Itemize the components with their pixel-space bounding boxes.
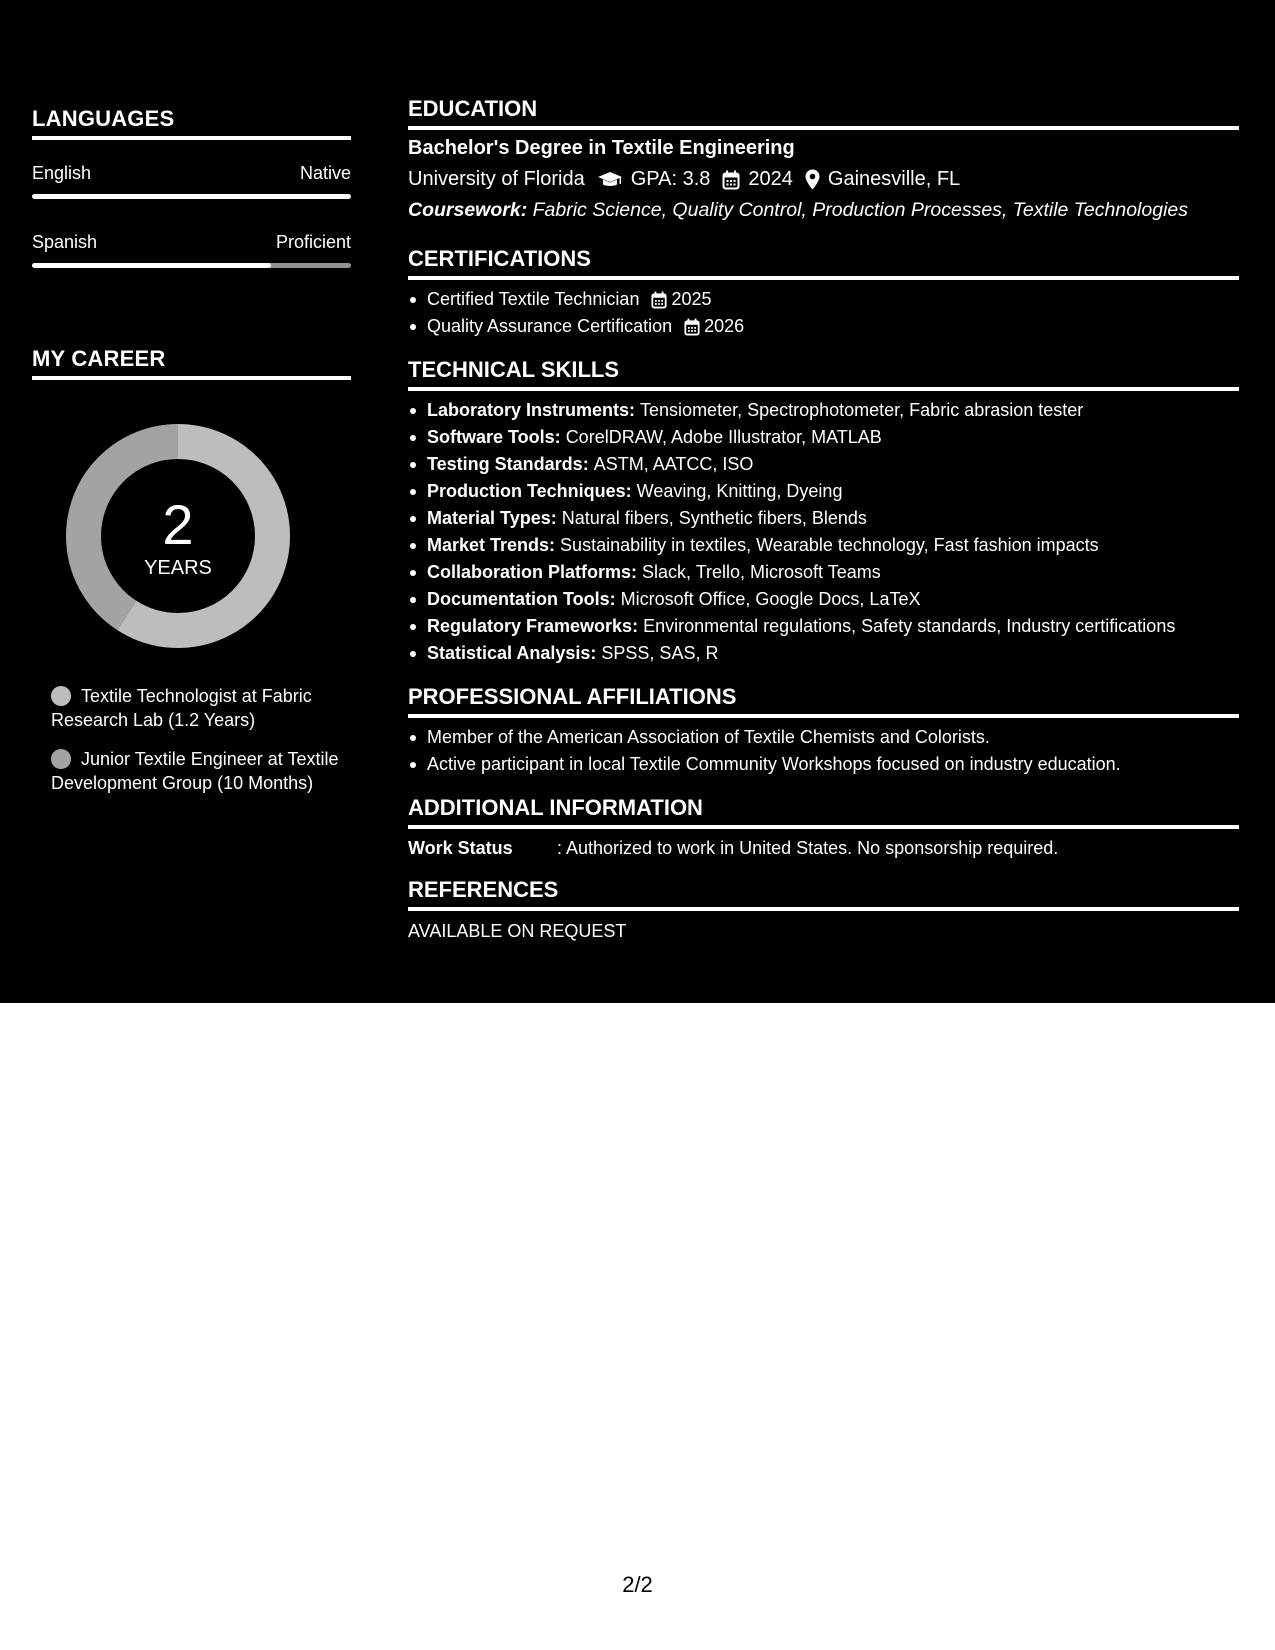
career-legend-dot (51, 686, 71, 706)
language-bar-spanish (32, 263, 351, 268)
language-bar-english (32, 194, 351, 199)
calendar-icon (684, 318, 700, 336)
language-bar-fill (32, 194, 351, 199)
additional-info-rule (408, 825, 1239, 829)
language-level: Proficient (275, 232, 351, 252)
affiliations-heading: PROFESSIONAL AFFILIATIONS (408, 684, 737, 709)
school-name: University of Florida (408, 168, 585, 190)
education-meta (408, 168, 960, 191)
calendar-icon (722, 170, 740, 190)
school-location: Gainesville, FL (827, 168, 961, 190)
languages-heading: LANGUAGES (32, 106, 175, 131)
skill-value: Environmental regulations, Safety standards, Industry certifications (643, 616, 1176, 636)
work-status-value: : Authorized to work in United States. No sponsorship required. (557, 838, 1059, 858)
skill-item (427, 424, 1175, 451)
skill-item (427, 451, 1175, 478)
skill-value: Weaving, Knitting, Dyeing (636, 481, 843, 501)
gpa: GPA: 3.8 (630, 168, 711, 190)
graduation-year: 2024 (748, 168, 793, 190)
career-item (51, 684, 351, 732)
skill-value: CorelDRAW, Adobe Illustrator, MATLAB (565, 427, 882, 447)
skill-label: Statistical Analysis: (427, 643, 597, 663)
languages-rule (32, 136, 351, 140)
skill-label: Material Types: (427, 508, 557, 528)
career-years-unit: YEARS (144, 557, 212, 579)
certification-item (427, 286, 744, 313)
skill-value: Microsoft Office, Google Docs, LaTeX (620, 589, 921, 609)
career-heading: MY CAREER (32, 346, 166, 371)
affiliation-item: Active participant in local Textile Community Workshops focused on industry education. (427, 751, 1121, 778)
skill-value: Tensiometer, Spectrophotometer, Fabric abrasion tester (640, 400, 1084, 420)
education-rule (408, 126, 1239, 130)
skill-item (427, 532, 1175, 559)
skill-item (427, 586, 1175, 613)
education-heading: EDUCATION (408, 96, 538, 121)
skill-label: Documentation Tools: (427, 589, 616, 609)
skill-label: Laboratory Instruments: (427, 400, 636, 420)
career-item (51, 747, 351, 795)
language-name: English (32, 163, 92, 183)
career-item-text: Textile Technologist at Fabric Research Lab (1.2 Years) (51, 686, 312, 730)
career-legend-dot (51, 749, 71, 769)
skill-value: Natural fibers, Synthetic fibers, Blends (561, 508, 867, 528)
map-pin-icon (805, 169, 820, 190)
language-bar-fill (32, 263, 271, 268)
certification-name: Quality Assurance Certification (427, 316, 673, 336)
certification-name: Certified Textile Technician (427, 289, 640, 309)
skill-item (427, 397, 1175, 424)
certifications-list (427, 286, 744, 340)
skill-item (427, 640, 1175, 667)
career-rule (32, 376, 351, 380)
certification-year: 2025 (671, 289, 712, 309)
technical-skills-rule (408, 387, 1239, 391)
work-status-row (408, 838, 1058, 859)
technical-skills-heading: TECHNICAL SKILLS (408, 357, 620, 382)
skill-label: Collaboration Platforms: (427, 562, 638, 582)
affiliations-rule (408, 714, 1239, 718)
certification-item (427, 313, 744, 340)
skill-label: Market Trends: (427, 535, 556, 555)
language-level: Native (299, 163, 351, 183)
skill-label: Regulatory Frameworks: (427, 616, 639, 636)
skill-item (427, 505, 1175, 532)
references-rule (408, 907, 1239, 911)
graduation-cap-icon (597, 171, 623, 189)
skill-label: Production Techniques: (427, 481, 632, 501)
coursework (408, 199, 1188, 222)
additional-info-heading: ADDITIONAL INFORMATION (408, 795, 703, 820)
skill-label: Software Tools: (427, 427, 561, 447)
skill-value: Slack, Trello, Microsoft Teams (642, 562, 881, 582)
skill-value: ASTM, AATCC, ISO (593, 454, 754, 474)
language-name: Spanish (32, 232, 98, 252)
coursework-label: Coursework: (408, 199, 528, 221)
references-text: AVAILABLE ON REQUEST (408, 921, 627, 941)
certifications-heading: CERTIFICATIONS (408, 246, 591, 271)
technical-skills-list (427, 397, 1175, 667)
affiliation-item: Member of the American Association of Textile Chemists and Colorists. (427, 724, 1121, 751)
skill-item (427, 478, 1175, 505)
affiliations-list (427, 724, 1121, 778)
references-heading: REFERENCES (408, 877, 559, 902)
certification-year: 2026 (704, 316, 745, 336)
career-years-number: 2 (162, 493, 194, 556)
skill-item (427, 559, 1175, 586)
skill-value: Sustainability in textiles, Wearable technology, Fast fashion impacts (560, 535, 1099, 555)
skill-label: Testing Standards: (427, 454, 589, 474)
work-status-label: Work Status (408, 838, 513, 858)
degree-title: Bachelor's Degree in Textile Engineering (408, 137, 795, 159)
coursework-list: Fabric Science, Quality Control, Production Processes, Textile Technologies (532, 199, 1189, 221)
certifications-rule (408, 276, 1239, 280)
calendar-icon (651, 291, 667, 309)
skill-item (427, 613, 1175, 640)
career-item-text: Junior Textile Engineer at Textile Development Group (10 Months) (51, 749, 339, 793)
skill-value: SPSS, SAS, R (601, 643, 719, 663)
page-number: 2/2 (622, 1572, 653, 1597)
